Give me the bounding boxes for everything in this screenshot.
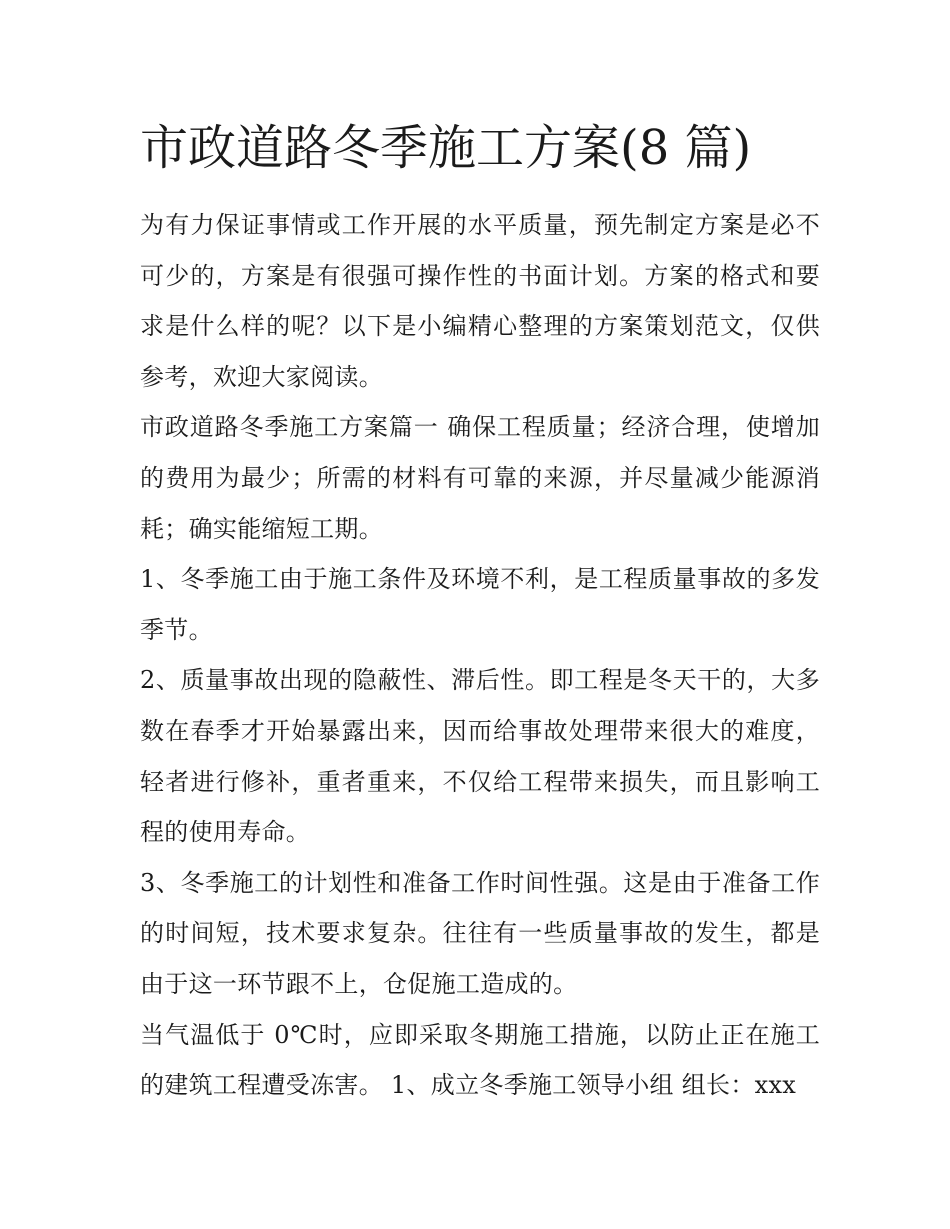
document-page <box>140 112 820 1111</box>
paragraph-item-3: 3、冬季施工的计划性和准备工作时间性强。这是由于准备工作的时间短，技术要求复杂。往往有一些质量事故的发生，都是由于这一环节跟不上，仓促施工造成的。 <box>140 868 820 998</box>
paragraph-temperature: 当气温低于 0℃时，应即采取冬期施工措施，以防止正在施工的建筑工程遭受冻害。 1、成立冬季施工领导小组 组长：xxx <box>140 1020 820 1100</box>
paragraph-item-2: 2、质量事故出现的隐蔽性、滞后性。即工程是冬天干的，大多数在春季才开始暴露出来，因而给事故处理带来很大的难度，轻者进行修补，重者重来，不仅给工程带来损失，而且影响工程的使用寿命。 <box>140 666 820 847</box>
document-title: 市政道路冬季施工方案(8 篇) <box>140 120 752 176</box>
paragraph-intro: 为有力保证事情或工作开展的水平质量，预先制定方案是必不可少的，方案是有很强可操作性的书面计划。方案的格式和要求是什么样的呢？以下是小编精心整理的方案策划范文，仅供参考，欢迎大家阅读。 <box>140 211 820 391</box>
paragraph-section-one: 市政道路冬季施工方案篇一 确保工程质量；经济合理，使增加的费用为最少；所需的材料有可靠的来源，并尽量减少能源消耗；确实能缩短工期。 <box>140 413 820 543</box>
paragraph-item-1: 1、冬季施工由于施工条件及环境不利，是工程质量事故的多发季节。 <box>140 565 820 644</box>
